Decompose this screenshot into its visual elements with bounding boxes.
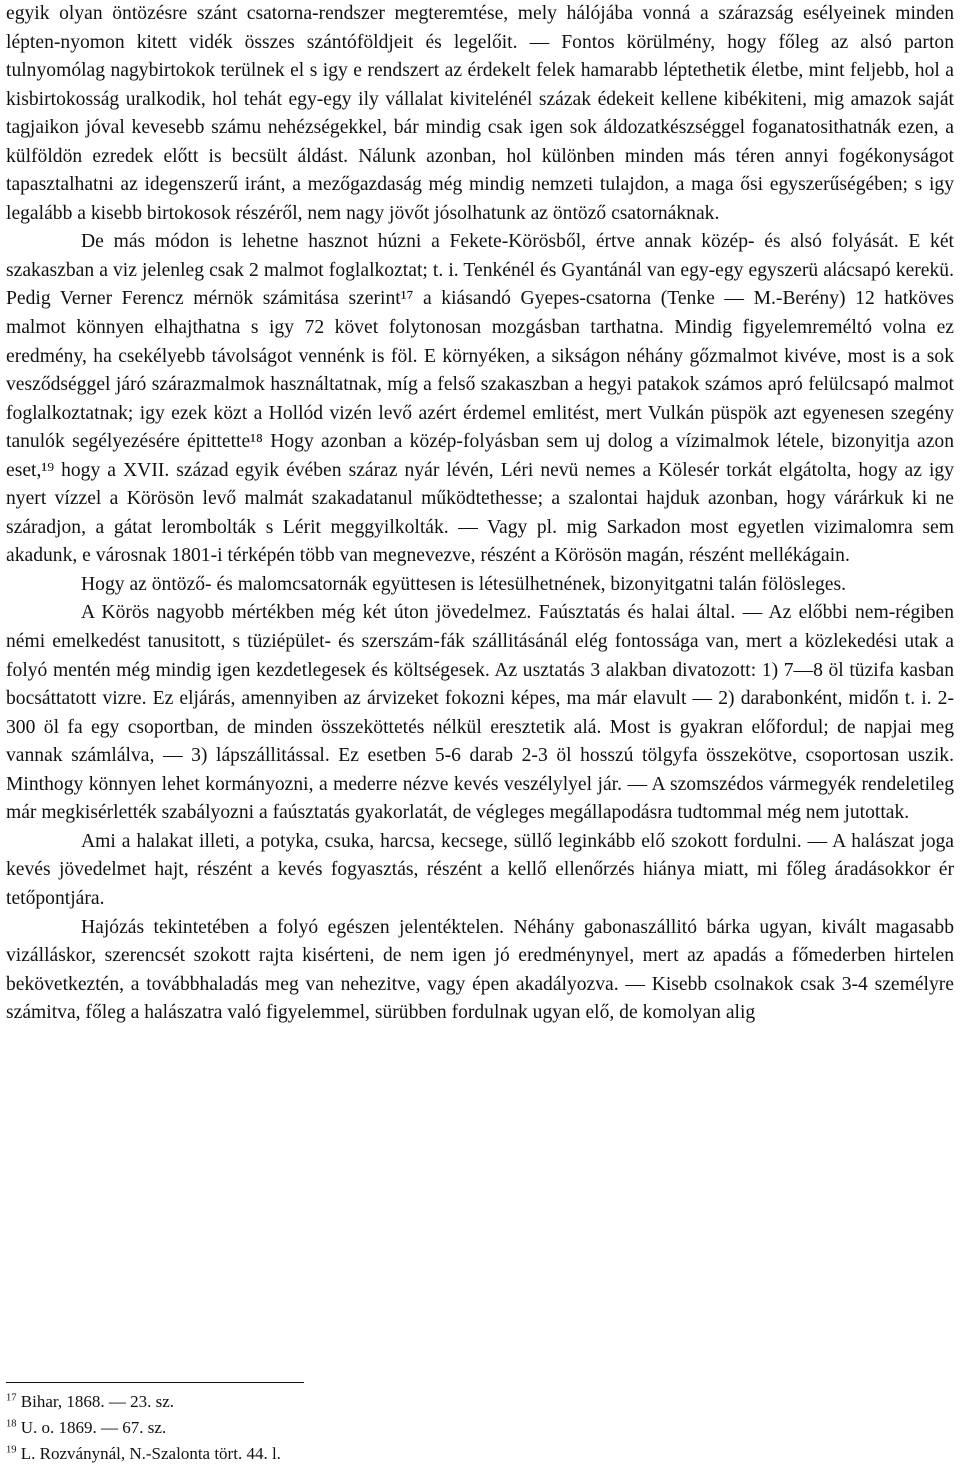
paragraph-2: De más módon is lehetne hasznot húzni a Fekete-Körösből, értve annak közép- és alsó folyását. E két szakaszban a viz jelenleg csak 2 malmot foglalkoztat; t. i. Tenkénél és Gyantánál van egy-egy egyszerü alácsapó kerekü. Pedig Verner Ferencz mérnök számitása szerint¹⁷ a kiásandó Gyepes-csatorna (Tenke — M.-Berény) 12 hatköves malmot könnyen elhajthatna s igy 72 követ folytonosan mozgásban tarthatna. Mindig figyelemreméltó volna ez eredmény, ha csekélyebb távolságot vennénk is föl. E környéken, a sikságon néhány gőzmalmot kivéve, most is a sok vesződséggel járó szárazmalmok használtatnak, míg a felső szakaszban a hegyi patakok számos apró felülcsapó malmot foglalkoztatnak; igy ezek közt a Hollód vizén levő azért érdemel emlitést, mert Vulkán püspök azt egyenesen szegény tanulók segélyezésére épittette¹⁸ Hogy azonban a közép-folyásban sem uj dolog a vízimalmok létele, bizonyitja azon eset,¹⁹ hogy a XVII. század egyik évében száraz nyár lévén, Léri nevü nemes a Kölesér torkát elgátolta, hogy az igy nyert vízzel a Körösön levő malmát szakadatanul működtethesse; a szalontai hajduk azonban, hogy várárkuk ki ne száradjon, a gátat lerombolták s Lérit meggyilkolták. — Vagy pl. mig Sarkadon most egyetlen vizimalomra sem akadunk, e városnak 1801-i térképén több van megnevezve, részént a Körösön magán, részént mellékágain. <box>6 231 954 567</box>
paragraph-1: egyik olyan öntözésre szánt csatorna-rendszer megteremtése, mely hálójába vonná a szárazság esélyeinek minden lépten-nyomon kitett vidék összes szántóföldjeit és legelőit. — Fontos körülmény, hogy főleg az alsó parton tulnyomólag nagybirtokok terülnek el s igy e rendszert az érdekelt felek hamarabb léptethetik életbe, mint feljebb, hol a kisbirtokosság uralkodik, hol tehát egy-egy ily vállalat kivitelénél százak édekeit kellene kibékiteni, mig amazok saját tagjaikon jóval kevesebb számu nehézségekkel, bár mindig csak igen sok áldozatkészséggel foganatosithatnák ezen, a külföldön ezredek előtt is becsült áldást. Nálunk azonban, hol különben minden más téren annyi fogékonyságot tapasztalhatni az idegenszerű iránt, a mezőgazdaság még mindig nemzeti tulajdon, a maga ősi egyszerűségében; s igy legalább a kisebb birtokosok részéről, nem nagy jövőt jósolhatunk az öntöző csatornáknak. <box>6 3 954 224</box>
paragraph-3: Hogy az öntöző- és malomcsatornák együttesen is létesülhetnének, bizonyitgatni talán fölösleges. <box>81 573 847 595</box>
paragraph-6: Hajózás tekintetében a folyó egészen jelentéktelen. Néhány gabonaszállitó bárka ugyan, kivált magasabb vizálláskor, szerencsét szokott rajta kisérteni, de nem igen jó eredménynyel, mert az apadás a főmederben hirtelen bekövetkeztén, a továbbhaladás meg van nehezitve, vagy épen akadályozva. — Kisebb csolnakok csak 3-4 személyre számitva, főleg a halászatra való figyelemmel, sürübben fordulnak ugyan elő, de komolyan alig <box>6 916 954 1024</box>
page-body <box>6 0 954 1028</box>
footnotes <box>6 1389 954 1467</box>
footnote-number: 19 <box>6 1444 17 1456</box>
footnote-18 <box>6 1415 954 1441</box>
footnote-17 <box>6 1389 954 1415</box>
footnote-separator <box>6 1382 304 1383</box>
paragraph-4: A Körös nagyobb mértékben még két úton jövedelmez. Faúsztatás és halai által. — Az előbbi nem-régiben némi emelkedést tanusitott, s tüziépület- és szerszám-fák szállitásánál elég fontossága van, mert a közlekedési utak a folyó mentén még mindig igen kezdetlegesek és költségesek. Az usztatás 3 alakban divatozott: 1) 7—8 öl tüzifa kasban bocsáttatott vizre. Ez eljárás, amennyiben az árvizeket fokozni képes, ma már elavult — 2) darabonként, midőn t. i. 2-300 öl fa egy csoportban, de minden összeköttetés nélkül eresztetik alá. Most is gyakran előfordul; de napjai meg vannak számlálva, — 3) lápszállitással. Ez esetben 5-6 darab 2-3 öl hosszú tölgyfa összekötve, csoportosan uszik. Minthogy könnyen lehet kormányozni, a mederre nézve kevés veszélylyel jár. — A szomszédos vármegyék rendeletileg már megkisérlették szabályozni a faúsztatás gyakorlatát, de végleges megállapodásra tudtommal még nem jutottak. <box>6 602 954 824</box>
footnote-text: L. Rozványnál, N.-Szalonta tört. 44. l. <box>20 1444 281 1463</box>
footnote-number: 17 <box>6 1392 17 1404</box>
footnote-19 <box>6 1441 954 1467</box>
footnote-text: U. o. 1869. — 67. sz. <box>20 1418 167 1437</box>
paragraph-5: Ami a halakat illeti, a potyka, csuka, harcsa, kecsege, süllő leginkább elő szokott fordulni. — A halászat joga kevés jövedelmet hajt, részént a kevés fogyasztás, részént a kellő ellenőrzés hiánya miatt, mi főleg áradásokkor ér tetőpontjára. <box>6 830 954 909</box>
footnote-number: 18 <box>6 1418 17 1430</box>
footnote-text: Bihar, 1868. — 23. sz. <box>20 1392 175 1411</box>
